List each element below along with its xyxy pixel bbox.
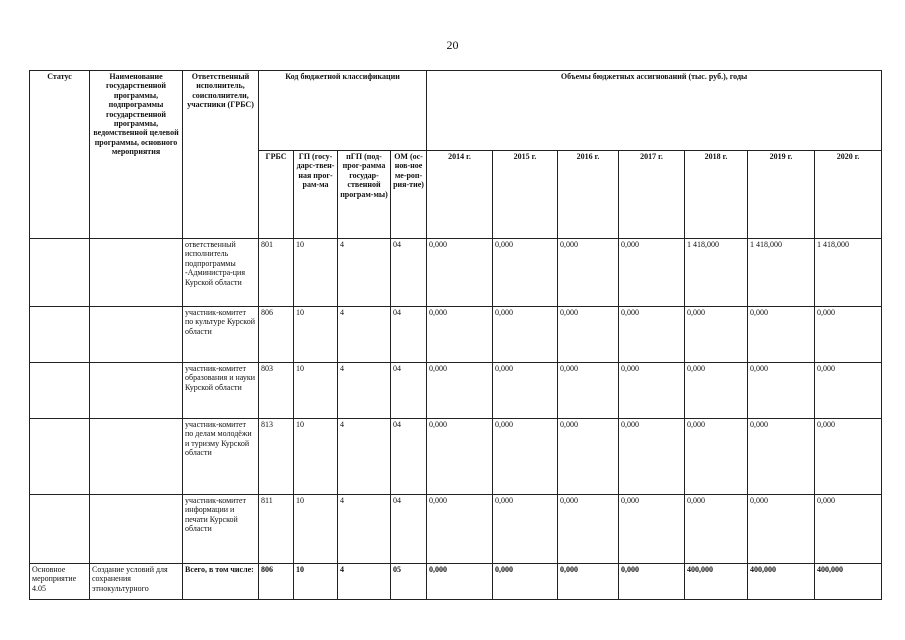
value-cell: 0,000 bbox=[493, 419, 558, 495]
table-row-main-activity bbox=[30, 564, 882, 600]
om-cell: 05 bbox=[391, 564, 427, 600]
grbs-cell: 813 bbox=[259, 419, 294, 495]
name-cell bbox=[90, 419, 183, 495]
grbs-cell: 811 bbox=[259, 495, 294, 564]
value-cell: 0,000 bbox=[558, 495, 619, 564]
value-cell: 0,000 bbox=[493, 239, 558, 307]
table-row bbox=[30, 495, 882, 564]
status-cell: Основное мероприятие 4.05 bbox=[30, 564, 90, 600]
value-cell: 0,000 bbox=[815, 307, 882, 363]
header-year: 2017 г. bbox=[619, 151, 685, 239]
gp-cell: 10 bbox=[294, 239, 338, 307]
responsible-cell: ответственный исполнитель подпрограммы -Администра-ция Курской области bbox=[183, 239, 259, 307]
header-status: Статус bbox=[30, 71, 90, 239]
pgp-cell: 4 bbox=[338, 419, 391, 495]
table-row bbox=[30, 419, 882, 495]
name-cell bbox=[90, 495, 183, 564]
value-cell: 0,000 bbox=[493, 495, 558, 564]
value-cell: 0,000 bbox=[558, 419, 619, 495]
gp-cell: 10 bbox=[294, 363, 338, 419]
responsible-cell: участник-комитет по делам молодёжи и туризму Курской области bbox=[183, 419, 259, 495]
header-budget-code: Код бюджетной классификации bbox=[259, 71, 427, 151]
value-cell: 0,000 bbox=[619, 564, 685, 600]
grbs-cell: 801 bbox=[259, 239, 294, 307]
om-cell: 04 bbox=[391, 419, 427, 495]
value-cell: 1 418,000 bbox=[748, 239, 815, 307]
value-cell: 0,000 bbox=[685, 495, 748, 564]
value-cell: 0,000 bbox=[619, 419, 685, 495]
grbs-cell: 806 bbox=[259, 564, 294, 600]
budget-table bbox=[29, 70, 882, 600]
value-cell: 0,000 bbox=[558, 363, 619, 419]
value-cell: 0,000 bbox=[748, 495, 815, 564]
value-cell: 400,000 bbox=[685, 564, 748, 600]
value-cell: 0,000 bbox=[685, 419, 748, 495]
status-cell bbox=[30, 419, 90, 495]
table-row bbox=[30, 239, 882, 307]
om-cell: 04 bbox=[391, 239, 427, 307]
value-cell: 0,000 bbox=[558, 239, 619, 307]
pgp-cell: 4 bbox=[338, 307, 391, 363]
value-cell: 400,000 bbox=[815, 564, 882, 600]
value-cell: 0,000 bbox=[685, 307, 748, 363]
value-cell: 0,000 bbox=[427, 307, 493, 363]
header-year: 2015 г. bbox=[493, 151, 558, 239]
value-cell: 0,000 bbox=[427, 564, 493, 600]
value-cell: 0,000 bbox=[619, 239, 685, 307]
responsible-cell: Всего, в том числе: bbox=[183, 564, 259, 600]
value-cell: 0,000 bbox=[619, 495, 685, 564]
header-name: Наименование государственной программы, подпрограммы государственной программы, ведомственной целевой программы, основного мероприятия bbox=[90, 71, 183, 239]
table-row bbox=[30, 307, 882, 363]
gp-cell: 10 bbox=[294, 495, 338, 564]
value-cell: 0,000 bbox=[493, 363, 558, 419]
header-year: 2018 г. bbox=[685, 151, 748, 239]
value-cell: 0,000 bbox=[493, 307, 558, 363]
value-cell: 0,000 bbox=[619, 363, 685, 419]
value-cell: 0,000 bbox=[815, 419, 882, 495]
gp-cell: 10 bbox=[294, 564, 338, 600]
gp-cell: 10 bbox=[294, 307, 338, 363]
value-cell: 0,000 bbox=[427, 495, 493, 564]
value-cell: 0,000 bbox=[748, 307, 815, 363]
status-cell bbox=[30, 239, 90, 307]
page-number: 20 bbox=[446, 38, 459, 52]
value-cell: 0,000 bbox=[427, 363, 493, 419]
header-year: 2020 г. bbox=[815, 151, 882, 239]
pgp-cell: 4 bbox=[338, 495, 391, 564]
value-cell: 0,000 bbox=[558, 307, 619, 363]
value-cell: 0,000 bbox=[815, 363, 882, 419]
header-allocations: Объемы бюджетных ассигнований (тыс. руб.), годы bbox=[427, 71, 882, 151]
responsible-cell: участник-комитет образования и науки Курской области bbox=[183, 363, 259, 419]
pgp-cell: 4 bbox=[338, 239, 391, 307]
om-cell: 04 bbox=[391, 495, 427, 564]
value-cell: 1 418,000 bbox=[685, 239, 748, 307]
value-cell: 1 418,000 bbox=[815, 239, 882, 307]
value-cell: 400,000 bbox=[748, 564, 815, 600]
table-row bbox=[30, 363, 882, 419]
status-cell bbox=[30, 495, 90, 564]
value-cell: 0,000 bbox=[427, 419, 493, 495]
gp-cell: 10 bbox=[294, 419, 338, 495]
value-cell: 0,000 bbox=[558, 564, 619, 600]
value-cell: 0,000 bbox=[493, 564, 558, 600]
value-cell: 0,000 bbox=[815, 495, 882, 564]
value-cell: 0,000 bbox=[619, 307, 685, 363]
name-cell bbox=[90, 239, 183, 307]
pgp-cell: 4 bbox=[338, 564, 391, 600]
om-cell: 04 bbox=[391, 307, 427, 363]
header-grbs: ГРБС bbox=[259, 151, 294, 239]
responsible-cell: участник-комитет по культуре Курской области bbox=[183, 307, 259, 363]
header-year: 2014 г. bbox=[427, 151, 493, 239]
header-responsible: Ответственный исполнитель, соисполнители, участники (ГРБС) bbox=[183, 71, 259, 239]
header-om: ОМ (ос-нов-ное ме-роп-рия-тие) bbox=[391, 151, 427, 239]
header-pgp: пГП (под-прог-рамма государ-ственной програм-мы) bbox=[338, 151, 391, 239]
header-row-1 bbox=[30, 71, 882, 151]
name-cell bbox=[90, 307, 183, 363]
name-cell bbox=[90, 363, 183, 419]
header-year: 2016 г. bbox=[558, 151, 619, 239]
header-year: 2019 г. bbox=[748, 151, 815, 239]
responsible-cell: участник-комитет информации и печати Курской области bbox=[183, 495, 259, 564]
value-cell: 0,000 bbox=[748, 419, 815, 495]
grbs-cell: 806 bbox=[259, 307, 294, 363]
status-cell bbox=[30, 307, 90, 363]
pgp-cell: 4 bbox=[338, 363, 391, 419]
value-cell: 0,000 bbox=[427, 239, 493, 307]
value-cell: 0,000 bbox=[748, 363, 815, 419]
status-cell bbox=[30, 363, 90, 419]
value-cell: 0,000 bbox=[685, 363, 748, 419]
header-gp: ГП (госу-дарс-твен-ная прог-рам-ма bbox=[294, 151, 338, 239]
grbs-cell: 803 bbox=[259, 363, 294, 419]
om-cell: 04 bbox=[391, 363, 427, 419]
name-cell: Создание условий для сохранения этнокультурного bbox=[90, 564, 183, 600]
